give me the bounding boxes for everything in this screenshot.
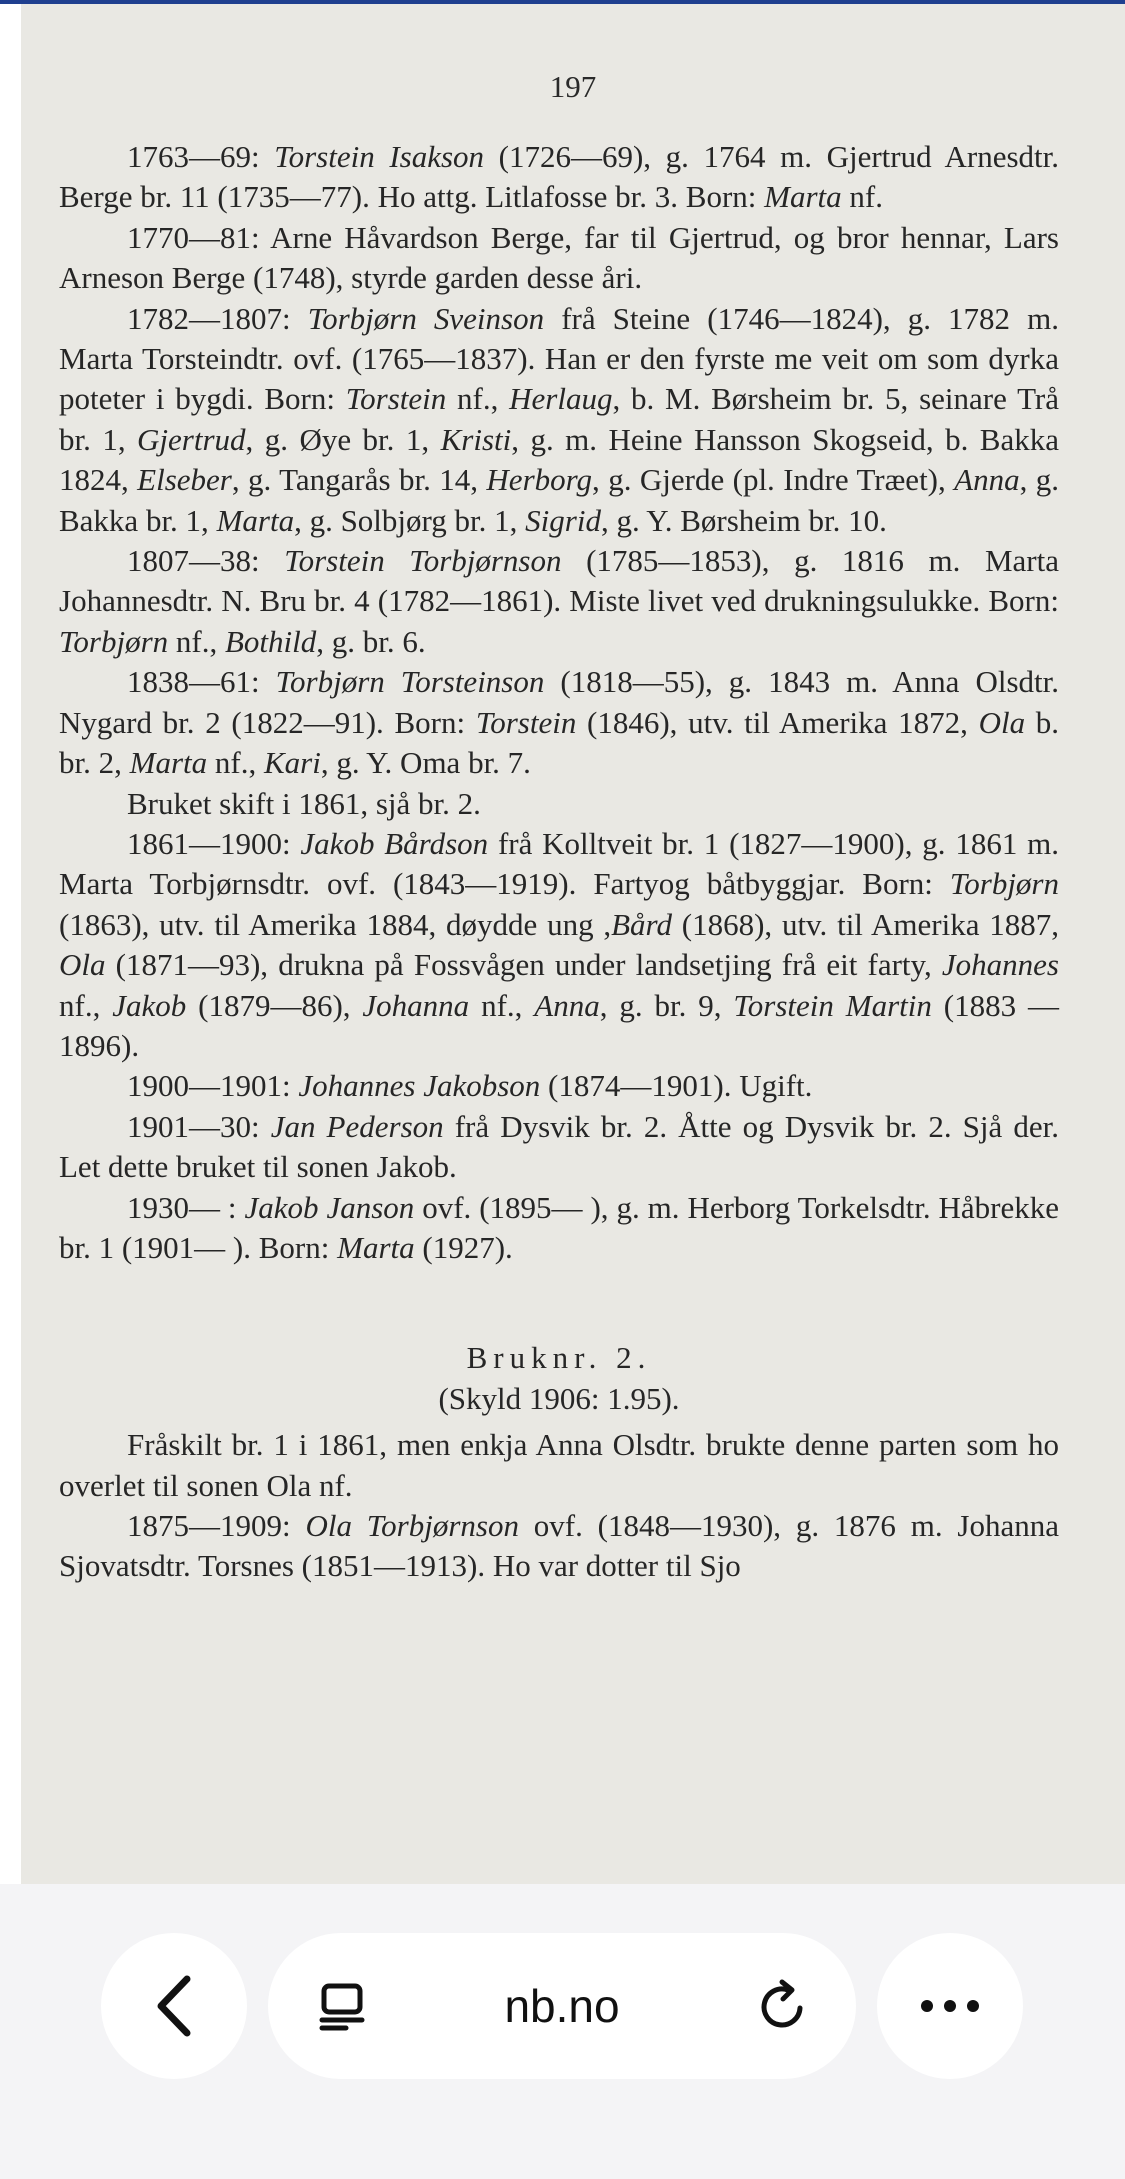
text-run: , g. Øye br. 1,: [245, 421, 441, 457]
text-run: (1863), utv. til Amerika 1884, døydde ung ,: [59, 906, 612, 942]
text-run: (1927).: [414, 1229, 513, 1265]
text-run: Fråskilt br. 1 i 1861, men enkja Anna Olsdtr. brukte denne parten som ho overlet til sonen Ola nf.: [59, 1427, 1059, 1503]
italic-name: Herlaug: [509, 381, 613, 417]
italic-name: Marta: [337, 1229, 415, 1265]
italic-name: Jakob Bårdson: [300, 825, 489, 861]
italic-name: Anna: [954, 462, 1020, 498]
text-run: , g. br. 9,: [599, 987, 734, 1023]
text-run: ovf. (1848—1930), g. 1876 m. Johanna Sjovatsdtr. Torsnes (1851—1913). Ho var dotter til Sjo: [59, 1508, 1059, 1584]
text-run: 1861—1900:: [127, 825, 301, 861]
text-run: nf.,: [469, 987, 535, 1023]
paragraph: [59, 1188, 1059, 1269]
text-run: , g. Solbjørg br. 1,: [294, 502, 526, 538]
italic-name: Torbjørn Sveinson: [307, 300, 545, 336]
back-button[interactable]: [101, 1933, 247, 2079]
italic-name: Johannes Jakobson: [298, 1068, 541, 1104]
text-run: (1879—86),: [186, 987, 363, 1023]
text-run: ovf. (1895— ), g. m. Herborg Torkelsdtr. Håbrekke br. 1 (1901— ). Born:: [59, 1189, 1059, 1265]
url-text[interactable]: nb.no: [504, 1980, 620, 2032]
text-run: , b. M. Børsheim br. 5, seinare Trå br. 1,: [59, 381, 1060, 457]
text-run: 1782—1807:: [127, 300, 308, 336]
italic-name: Gjertrud: [137, 421, 246, 457]
paragraph: [59, 824, 1059, 1066]
paragraph: [59, 1107, 1059, 1188]
more-icon: [919, 1998, 981, 2014]
italic-name: Anna: [534, 987, 600, 1023]
italic-name: Bothild: [224, 623, 317, 659]
text-run: nf.,: [59, 987, 113, 1023]
text-run: (1883 —1896).: [59, 987, 1060, 1063]
text-run: (1846), utv. til Amerika 1872,: [576, 704, 979, 740]
address-bar[interactable]: [268, 1933, 856, 2079]
text-run: 1900—1901:: [127, 1068, 299, 1104]
paragraph: [59, 1506, 1059, 1587]
text-run: , g. Y. Børsheim br. 10.: [600, 502, 887, 538]
text-run: frå Steine (1746—1824), g. 1782 m. Marta Torsteindtr. ovf. (1765—1837). Han er den fyrste me veit om som dyrka poteter i bygdi. Born:: [59, 300, 1059, 417]
text-run: 1901—30:: [127, 1108, 271, 1144]
text-run: (1818—55), g. 1843 m. Anna Olsdtr. Nygard br. 2 (1822—91). Born:: [59, 664, 1059, 740]
section-entries: [59, 1425, 1059, 1587]
text-run: , g. Tangarås br. 14,: [231, 462, 487, 498]
italic-name: Marta: [129, 745, 208, 781]
italic-name: Herborg: [486, 462, 593, 498]
text-run: nf.,: [446, 381, 510, 417]
text-run: 1770—81: Arne Håvardson Berge, far til Gjertrud, og bror hennar, Lars Arneson Berge (1748), styrde garden desse åri.: [59, 219, 1059, 296]
italic-name: Torbjørn Torsteinson: [275, 664, 545, 700]
italic-name: Johanna: [362, 987, 470, 1023]
paragraph: [59, 137, 1059, 218]
text-run: frå Kolltveit br. 1 (1827—1900), g. 1861 m. Marta Torbjørnsdtr. ovf. (1843—1919). Fartyog båtbyggjar. Born:: [59, 825, 1059, 902]
scanned-book-page[interactable]: [21, 4, 1125, 1884]
italic-name: Torstein Isakson: [274, 139, 485, 174]
italic-name: Ola Torbjørnson: [305, 1508, 519, 1543]
italic-name: Torbjørn: [59, 623, 169, 659]
text-run: 1930— :: [127, 1189, 245, 1225]
italic-name: Kristi: [440, 421, 512, 457]
italic-name: Elseber: [137, 462, 232, 498]
chevron-left-icon: [149, 1971, 199, 2041]
reload-icon: [754, 1978, 810, 2034]
text-run: 1838—61:: [127, 664, 276, 700]
paragraph: [59, 1425, 1059, 1506]
italic-name: Marta: [764, 179, 842, 215]
browser-toolbar: [0, 1884, 1125, 2179]
text-run: b. br. 2,: [59, 704, 1060, 781]
text-run: , g. Bakka br. 1,: [59, 462, 1060, 538]
text-run: 1875—1909:: [127, 1508, 306, 1543]
page-number: 197: [549, 69, 597, 104]
page-margin: [0, 4, 21, 1884]
text-run: 1763—69:: [127, 139, 275, 174]
text-run: Bruket skift i 1861, sjå br. 2.: [127, 785, 481, 821]
paragraph: [59, 1066, 1059, 1106]
italic-name: Jakob Janson: [244, 1189, 415, 1225]
paragraph: [59, 218, 1059, 299]
italic-name: Torbjørn: [949, 866, 1059, 902]
italic-name: Ola: [59, 947, 106, 983]
text-run: , g. Y. Oma br. 7.: [320, 745, 531, 781]
paragraph: [59, 541, 1059, 662]
text-run: , g. m. Heine Hansson Skogseid, b. Bakka 1824,: [59, 421, 1059, 498]
section-subheading: (Skyld 1906: 1.95).: [438, 1380, 680, 1416]
farm-history-entries: [59, 137, 1059, 1268]
italic-name: Torstein: [345, 381, 447, 417]
italic-name: Torstein: [475, 704, 577, 740]
italic-name: Bård: [611, 906, 672, 942]
tabs-button[interactable]: [312, 1976, 372, 2036]
text-run: nf.: [841, 179, 883, 215]
section-gap: [59, 1268, 1059, 1338]
text-run: (1726—69), g. 1764 m. Gjertrud Arnesdtr. Berge br. 11 (1735—77). Ho attg. Litlafosse br. 3. Born:: [59, 139, 1059, 215]
paragraph: [59, 784, 1059, 824]
tabs-icon: [316, 1980, 368, 2032]
text-run: 1807—38:: [127, 543, 285, 579]
more-button[interactable]: [877, 1933, 1023, 2079]
paragraph: [59, 299, 1059, 541]
text-run: frå Dysvik br. 2. Åtte og Dysvik br. 2. Sjå der. Let dette bruket til sonen Jakob.: [59, 1108, 1059, 1185]
reload-button[interactable]: [752, 1976, 812, 2036]
text-run: (1874—1901). Ugift.: [540, 1068, 813, 1104]
text-run: nf.,: [168, 623, 225, 659]
text-run: (1785—1853), g. 1816 m. Marta Johannesdtr. N. Bru br. 4 (1782—1861). Miste livet ved drukningsulukke. Born:: [59, 543, 1059, 619]
italic-name: Torstein Torbjørnson: [284, 543, 562, 579]
text-run: (1868), utv. til Amerika 1887,: [671, 906, 1059, 942]
italic-name: Kari: [263, 745, 321, 781]
text-run: , g. br. 6.: [316, 623, 426, 659]
italic-name: Torstein Martin: [733, 987, 932, 1023]
italic-name: Sigrid: [525, 502, 601, 538]
italic-name: Marta: [216, 502, 295, 538]
italic-name: Ola: [978, 704, 1026, 740]
text-run: (1871—93), drukna på Fossvågen under landsetjing frå eit farty,: [105, 947, 942, 983]
italic-name: Jakob: [112, 987, 187, 1023]
section-heading: Bruknr. 2.: [466, 1340, 652, 1376]
italic-name: Jan Pederson: [270, 1108, 444, 1144]
text-run: nf.,: [207, 745, 264, 781]
italic-name: Johannes: [941, 947, 1059, 983]
page-text: [59, 137, 1059, 1587]
text-run: , g. Gjerde (pl. Indre Træet),: [592, 462, 955, 498]
paragraph: [59, 662, 1059, 783]
